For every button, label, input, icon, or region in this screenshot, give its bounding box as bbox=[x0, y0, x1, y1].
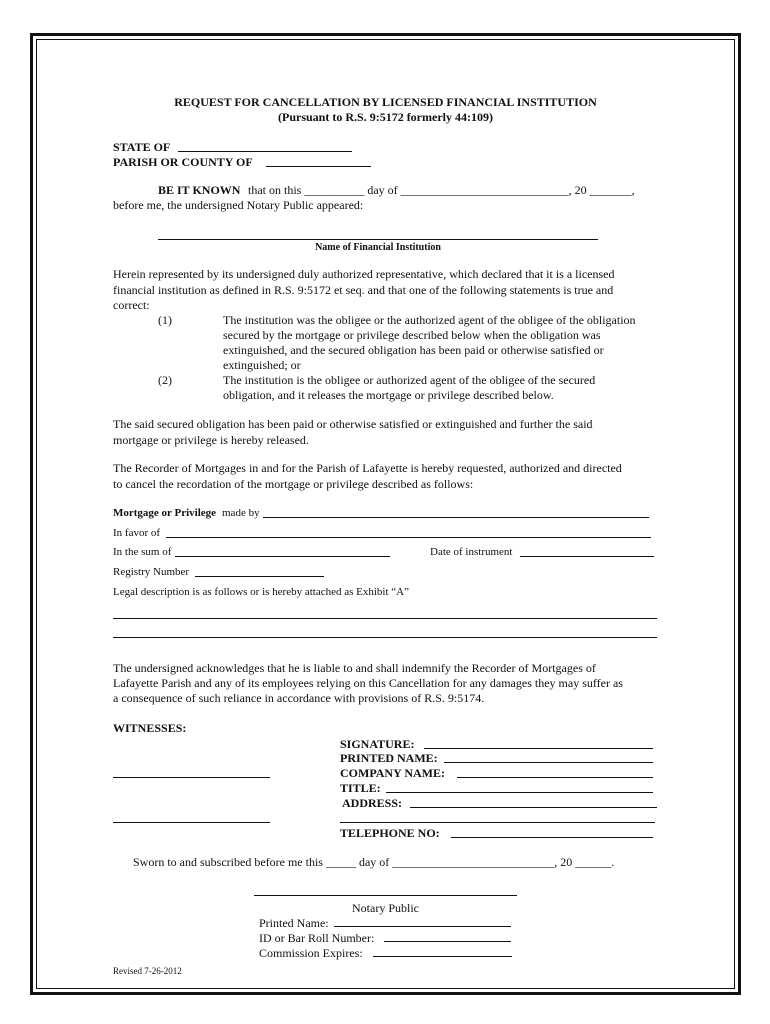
printed-name-label: PRINTED NAME: bbox=[340, 751, 438, 765]
in-favor-of-label: In favor of bbox=[113, 527, 161, 539]
company-name-label: COMPANY NAME: bbox=[340, 766, 445, 780]
registry-number-label: Registry Number bbox=[113, 566, 190, 578]
witness-1-field[interactable] bbox=[113, 777, 270, 778]
sworn-text: Sworn to and subscribed before me this _____ day of ___________________________, 20 ______. bbox=[133, 855, 615, 869]
secured-line-2: mortgage or privilege is hereby released. bbox=[113, 433, 309, 447]
herein-line-1: Herein represented by its undersigned duly authorized representative, which declared that it is a licensed bbox=[113, 267, 615, 281]
notary-signature-field[interactable] bbox=[254, 895, 517, 896]
statement-1-line: The institution was the obligee or the authorized agent of the obligee of the obligation bbox=[223, 313, 636, 327]
witnesses-label: WITNESSES: bbox=[113, 721, 187, 735]
parish-label: PARISH OR COUNTY OF bbox=[113, 155, 253, 169]
herein-line-2: financial institution as defined in R.S. 9:5172 et seq. and that one of the following statements is true and bbox=[113, 283, 614, 297]
statement-2-line: The institution is the obligee or authorized agent of the obligee of the secured bbox=[223, 373, 596, 387]
notary-public-caption: Notary Public bbox=[352, 901, 419, 915]
legal-description-line[interactable] bbox=[113, 618, 657, 619]
revised-date: Revised 7-26-2012 bbox=[113, 966, 182, 976]
made-by-field[interactable] bbox=[263, 517, 649, 518]
financial-institution-field[interactable] bbox=[158, 239, 598, 240]
notary-id-field[interactable] bbox=[384, 941, 511, 942]
signature-label: SIGNATURE: bbox=[340, 737, 415, 751]
indemnify-line-3: a consequence of such reliance in accordance with provisions of R.S. 9:5174. bbox=[113, 691, 485, 705]
company-name-field[interactable] bbox=[457, 777, 653, 778]
address-label: ADDRESS: bbox=[342, 796, 403, 810]
statement-1-line: extinguished; or bbox=[223, 358, 301, 372]
indemnify-line-1: The undersigned acknowledges that he is liable to and shall indemnify the Recorder of Mortgages of bbox=[113, 661, 596, 675]
notary-commission-label: Commission Expires: bbox=[259, 946, 363, 960]
notary-printed-name-label: Printed Name: bbox=[259, 916, 329, 930]
statement-1-line: secured by the mortgage or privilege described below when the obligation was bbox=[223, 328, 601, 342]
registry-number-field[interactable] bbox=[195, 576, 324, 577]
recorder-line-2: to cancel the recordation of the mortgage or privilege described as follows: bbox=[113, 477, 474, 491]
title-label: TITLE: bbox=[340, 781, 381, 795]
secured-line-1: The said secured obligation has been paid or otherwise satisfied or extinguished and further the said bbox=[113, 417, 593, 431]
witness-2-field[interactable] bbox=[113, 822, 270, 823]
document-title: REQUEST FOR CANCELLATION BY LICENSED FINANCIAL INSTITUTION bbox=[174, 95, 597, 109]
state-label: STATE OF bbox=[113, 140, 171, 154]
document-subtitle: (Pursuant to R.S. 9:5172 formerly 44:109) bbox=[278, 110, 493, 124]
date-of-instrument-label: Date of instrument bbox=[430, 546, 513, 558]
indemnify-line-2: Lafayette Parish and any of its employees relying on this Cancellation for any damages they may suffer as bbox=[113, 676, 623, 690]
notary-commission-field[interactable] bbox=[373, 956, 512, 957]
in-favor-of-field[interactable] bbox=[166, 537, 651, 538]
be-it-known-text: that on this __________ day of ____________________________, 20 _______, bbox=[248, 183, 635, 197]
in-the-sum-of-field[interactable] bbox=[175, 556, 390, 557]
legal-description-label: Legal description is as follows or is hereby attached as Exhibit “A” bbox=[113, 586, 409, 598]
address-field-2[interactable] bbox=[340, 822, 655, 823]
statement-1-number: (1) bbox=[158, 313, 172, 327]
before-me-text: before me, the undersigned Notary Public appeared: bbox=[113, 198, 364, 212]
made-by-label: made by bbox=[222, 507, 260, 519]
telephone-field[interactable] bbox=[451, 837, 653, 838]
signature-field[interactable] bbox=[424, 748, 653, 749]
in-the-sum-of-label: In the sum of bbox=[113, 546, 172, 558]
state-field[interactable] bbox=[178, 151, 352, 152]
statement-2-line: obligation, and it releases the mortgage or privilege described below. bbox=[223, 388, 554, 402]
notary-printed-name-field[interactable] bbox=[334, 926, 511, 927]
statement-2-number: (2) bbox=[158, 373, 172, 387]
printed-name-field[interactable] bbox=[444, 762, 653, 763]
address-field[interactable] bbox=[410, 807, 657, 808]
mortgage-label: Mortgage or Privilege bbox=[113, 507, 217, 519]
legal-description-line[interactable] bbox=[113, 637, 657, 638]
title-field[interactable] bbox=[386, 792, 653, 793]
date-of-instrument-field[interactable] bbox=[520, 556, 654, 557]
recorder-line-1: The Recorder of Mortgages in and for the Parish of Lafayette is hereby requested, authorized and directed bbox=[113, 461, 622, 475]
statement-1-line: extinguished, and the secured obligation has been paid or otherwise satisfied or bbox=[223, 343, 604, 357]
notary-id-label: ID or Bar Roll Number: bbox=[259, 931, 375, 945]
be-it-known-label: BE IT KNOWN bbox=[158, 183, 241, 197]
parish-field[interactable] bbox=[266, 166, 371, 167]
financial-institution-caption: Name of Financial Institution bbox=[315, 242, 441, 253]
telephone-label: TELEPHONE NO: bbox=[340, 826, 440, 840]
herein-line-3: correct: bbox=[113, 298, 150, 312]
